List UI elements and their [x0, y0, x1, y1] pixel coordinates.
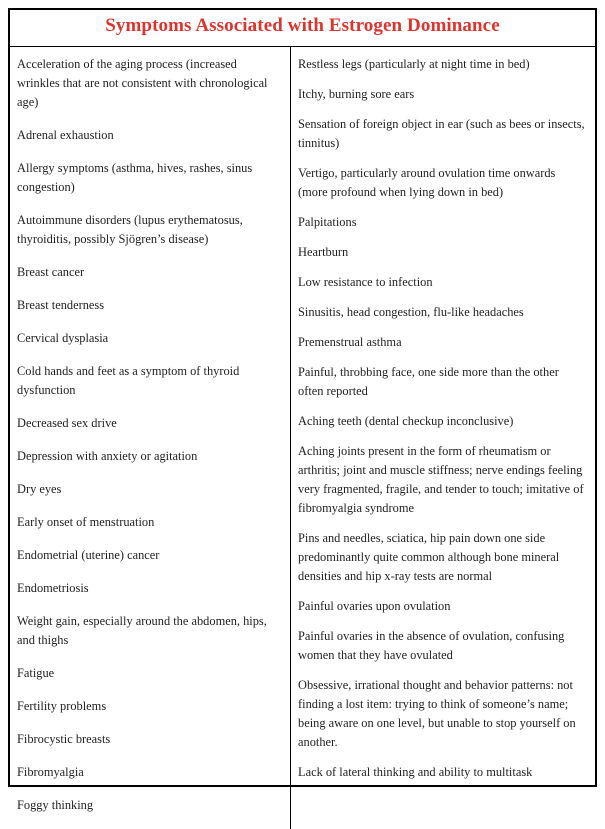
symptoms-table — [8, 8, 597, 812]
symptom-item: Adrenal exhaustion — [17, 128, 114, 142]
symptom-item: Acceleration of the aging process (increased wrinkles that are not consistent with chronological age) — [17, 57, 268, 109]
symptom-item: Cold hands and feet as a symptom of thyroid dysfunction — [17, 364, 240, 397]
symptom-item: Early onset of menstruation — [17, 515, 155, 529]
symptom-item: Depression with anxiety or agitation — [17, 449, 198, 463]
symptom-item: Autoimmune disorders (lupus erythematosus, thyroiditis, possibly Sjögren’s disease) — [17, 213, 243, 246]
symptom-item: Cervical dysplasia — [17, 331, 109, 345]
symptom-item: Endometriosis — [17, 581, 89, 595]
symptom-item: Fibrocystic breasts — [17, 732, 111, 746]
table-title-row — [10, 10, 595, 47]
symptom-item: Sensation of foreign object in ear (such as bees or insects, tinnitus) — [298, 117, 585, 150]
symptoms-column-right — [290, 47, 595, 829]
symptom-item: Obsessive, irrational thought and behavior patterns: not finding a lost item: trying to think of someone’s name; being aware on one level, but unable to stop yourself on another. — [298, 678, 576, 749]
symptom-item: Endometrial (uterine) cancer — [17, 548, 160, 562]
symptom-item: Decreased sex drive — [17, 416, 117, 430]
symptom-item: Low resistance to infection — [298, 275, 433, 289]
symptom-item: Painful, throbbing face, one side more than the other often reported — [298, 365, 559, 398]
symptom-item: Fatigue — [17, 666, 55, 680]
table-body — [10, 47, 595, 829]
symptom-item: Painful ovaries upon ovulation — [298, 599, 451, 613]
symptoms-column-left — [10, 47, 290, 829]
symptom-item: Aching joints present in the form of rheumatism or arthritis; joint and muscle stiffness; nerve endings feeling very fragmented, fragile, and tender to touch; imitative of fibromyalgia syndrome — [298, 444, 584, 515]
symptom-item: Vertigo, particularly around ovulation time onwards (more profound when lying down in bed) — [298, 166, 556, 199]
symptom-item: Dry eyes — [17, 482, 62, 496]
symptom-item: Pins and needles, sciatica, hip pain down one side predominantly quite common although bone mineral densities and hip x-ray tests are normal — [298, 531, 560, 583]
symptom-item: Premenstrual asthma — [298, 335, 402, 349]
symptom-item: Palpitations — [298, 215, 357, 229]
symptom-item: Weight gain, especially around the abdomen, hips, and thighs — [17, 614, 267, 647]
symptom-item: Heartburn — [298, 245, 349, 259]
symptom-item: Fibromyalgia — [17, 765, 84, 779]
symptom-item: Painful ovaries in the absence of ovulation, confusing women that they have ovulated — [298, 629, 565, 662]
symptom-item: Breast cancer — [17, 265, 85, 279]
symptom-item: Restless legs (particularly at night time in bed) — [298, 57, 530, 71]
table-title: Symptoms Associated with Estrogen Dominance — [105, 15, 500, 36]
symptom-item: Allergy symptoms (asthma, hives, rashes, sinus congestion) — [17, 161, 253, 194]
symptom-item: Breast tenderness — [17, 298, 105, 312]
symptom-item: Aching teeth (dental checkup inconclusive) — [298, 414, 514, 428]
symptom-item: Sinusitis, head congestion, flu-like headaches — [298, 305, 524, 319]
symptom-item: Foggy thinking — [17, 798, 94, 812]
symptom-item: Itchy, burning sore ears — [298, 87, 415, 101]
symptom-item: Lack of lateral thinking and ability to multitask — [298, 765, 533, 779]
symptom-item: Fertility problems — [17, 699, 107, 713]
